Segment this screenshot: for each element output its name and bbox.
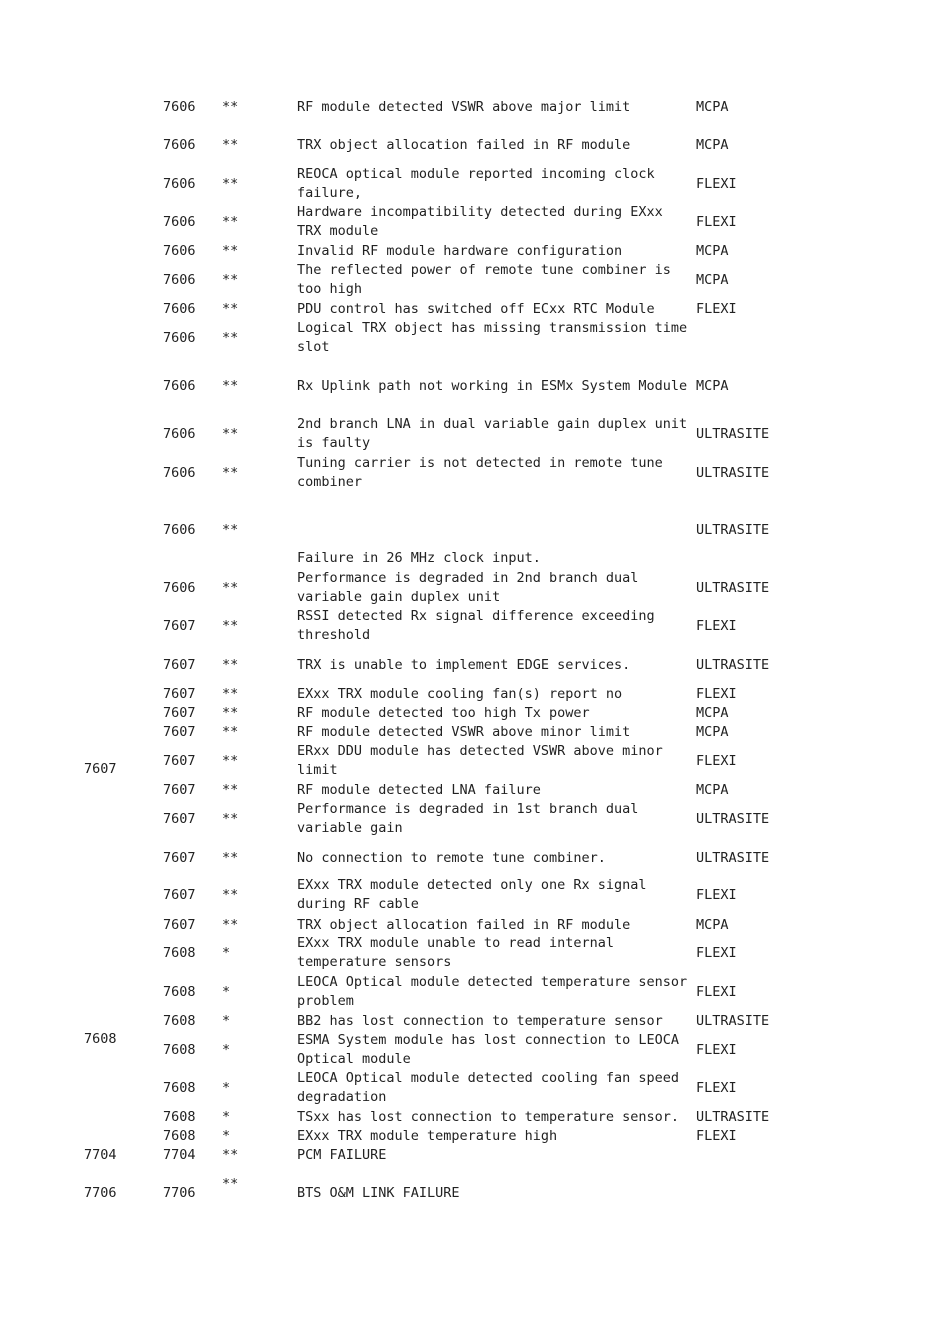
equipment-type: MCPA [696, 272, 729, 288]
equipment-type: FLEXI [696, 945, 737, 961]
equipment-type: FLEXI [696, 301, 737, 317]
severity: ** [222, 522, 239, 538]
alarm-description: BTS O&M LINK FAILURE [297, 1185, 460, 1201]
equipment-type: ULTRASITE [696, 465, 770, 481]
severity: ** [222, 301, 239, 317]
alarm-description: Tuning carrier is not detected in remote tune combiner [297, 455, 663, 490]
alarm-code: 7607 [163, 850, 196, 866]
alarm-description: RF module detected VSWR above minor limit [297, 724, 631, 740]
alarm-description: Hardware incompatibility detected during EXxx TRX module [297, 204, 663, 239]
equipment-type: ULTRASITE [696, 657, 770, 673]
alarm-code: 7608 [163, 984, 196, 1000]
equipment-type: FLEXI [696, 176, 737, 192]
equipment-type: ULTRASITE [696, 850, 770, 866]
alarm-code: 7704 [163, 1147, 196, 1163]
alarm-description: EXxx TRX module cooling fan(s) report no [297, 686, 623, 702]
alarm-code: 7606 [163, 214, 196, 230]
severity: ** [222, 176, 239, 192]
alarm-code: 7607 [163, 811, 196, 827]
severity: ** [222, 272, 239, 288]
alarm-code: 7706 [163, 1185, 196, 1201]
equipment-type: FLEXI [696, 686, 737, 702]
severity: ** [222, 330, 239, 346]
severity: ** [222, 782, 239, 798]
alarm-description: ERxx DDU module has detected VSWR above minor limit [297, 743, 663, 778]
severity: ** [222, 686, 239, 702]
severity: ** [222, 657, 239, 673]
alarm-description: TSxx has lost connection to temperature sensor. [297, 1109, 680, 1125]
alarm-description: RF module detected too high Tx power [297, 705, 590, 721]
severity: * [222, 1013, 231, 1029]
alarm-description: Logical TRX object has missing transmission time slot [297, 320, 688, 355]
equipment-type: ULTRASITE [696, 811, 770, 827]
alarm-code: 7607 [163, 917, 196, 933]
severity: ** [222, 137, 239, 153]
alarm-code: 7607 [163, 753, 196, 769]
alarm-description: LEOCA Optical module detected cooling fan speed degradation [297, 1070, 680, 1105]
severity: * [222, 984, 231, 1000]
equipment-type: ULTRASITE [696, 1013, 770, 1029]
alarm-description: RSSI detected Rx signal difference exceeding threshold [297, 608, 655, 643]
alarm-description: TRX object allocation failed in RF module [297, 917, 631, 933]
severity: * [222, 1042, 231, 1058]
equipment-type: FLEXI [696, 984, 737, 1000]
equipment-type: MCPA [696, 378, 729, 394]
alarm-code: 7606 [163, 465, 196, 481]
alarm-code: 7607 [163, 657, 196, 673]
alarm-code: 7606 [163, 301, 196, 317]
alarm-description: EXxx TRX module detected only one Rx signal during RF cable [297, 877, 647, 912]
alarm-description: RF module detected VSWR above major limit [297, 99, 631, 115]
alarm-code: 7608 [163, 1013, 196, 1029]
equipment-type: MCPA [696, 137, 729, 153]
severity: ** [222, 1147, 239, 1163]
equipment-type: FLEXI [696, 214, 737, 230]
alarm-code: 7606 [163, 99, 196, 115]
severity: ** [222, 850, 239, 866]
alarm-description: PCM FAILURE [297, 1147, 387, 1163]
alarm-code: 7606 [163, 176, 196, 192]
alarm-code: 7608 [163, 1128, 196, 1144]
alarm-description: Failure in 26 MHz clock input. [297, 550, 541, 566]
alarm-description: Invalid RF module hardware configuration [297, 243, 623, 259]
alarm-description: 2nd branch LNA in dual variable gain duplex unit is faulty [297, 416, 688, 451]
severity: ** [222, 887, 239, 903]
equipment-type: MCPA [696, 917, 729, 933]
equipment-type: FLEXI [696, 1080, 737, 1096]
alarm-description: Rx Uplink path not working in ESMx System Module [297, 378, 688, 394]
alarm-description: BB2 has lost connection to temperature sensor [297, 1013, 663, 1029]
alarm-code: 7607 [163, 686, 196, 702]
equipment-type: FLEXI [696, 753, 737, 769]
equipment-type: ULTRASITE [696, 1109, 770, 1125]
severity: ** [222, 465, 239, 481]
severity: ** [222, 426, 239, 442]
alarm-code: 7606 [163, 426, 196, 442]
severity: * [222, 945, 231, 961]
severity: ** [222, 214, 239, 230]
alarm-code: 7608 [163, 945, 196, 961]
severity: ** [222, 378, 239, 394]
group-code: 7608 [84, 1031, 117, 1047]
equipment-type: FLEXI [696, 1128, 737, 1144]
alarm-code: 7606 [163, 522, 196, 538]
severity: ** [222, 724, 239, 740]
alarm-description: REOCA optical module reported incoming clock failure, [297, 166, 655, 201]
severity: ** [222, 1176, 239, 1192]
equipment-type: ULTRASITE [696, 580, 770, 596]
severity: ** [222, 811, 239, 827]
severity: ** [222, 618, 239, 634]
group-code: 7607 [84, 761, 117, 777]
alarm-code: 7607 [163, 618, 196, 634]
equipment-type: FLEXI [696, 618, 737, 634]
equipment-type: MCPA [696, 782, 729, 798]
equipment-type: FLEXI [696, 887, 737, 903]
alarm-code: 7606 [163, 272, 196, 288]
equipment-type: ULTRASITE [696, 426, 770, 442]
alarm-description: EXxx TRX module unable to read internal temperature sensors [297, 935, 614, 970]
alarm-description: LEOCA Optical module detected temperature sensor problem [297, 974, 688, 1009]
alarm-description: PDU control has switched off ECxx RTC Module [297, 301, 655, 317]
group-code: 7706 [84, 1185, 117, 1201]
alarm-description: Performance is degraded in 1st branch dual variable gain [297, 801, 639, 836]
alarm-code: 7608 [163, 1042, 196, 1058]
alarm-code: 7607 [163, 782, 196, 798]
equipment-type: MCPA [696, 99, 729, 115]
severity: ** [222, 99, 239, 115]
alarm-code: 7608 [163, 1109, 196, 1125]
alarm-code: 7607 [163, 724, 196, 740]
alarm-description: EXxx TRX module temperature high [297, 1128, 558, 1144]
equipment-type: MCPA [696, 243, 729, 259]
alarm-code: 7606 [163, 243, 196, 259]
alarm-description: No connection to remote tune combiner. [297, 850, 606, 866]
severity: ** [222, 753, 239, 769]
alarm-code: 7606 [163, 330, 196, 346]
alarm-description: Performance is degraded in 2nd branch dual variable gain duplex unit [297, 570, 639, 605]
severity: * [222, 1080, 231, 1096]
severity: * [222, 1128, 231, 1144]
group-code: 7704 [84, 1147, 117, 1163]
severity: * [222, 1109, 231, 1125]
severity: ** [222, 917, 239, 933]
equipment-type: FLEXI [696, 1042, 737, 1058]
alarm-code: 7606 [163, 137, 196, 153]
equipment-type: MCPA [696, 724, 729, 740]
alarm-description: TRX object allocation failed in RF module [297, 137, 631, 153]
alarm-code: 7606 [163, 580, 196, 596]
severity: ** [222, 243, 239, 259]
alarm-code: 7606 [163, 378, 196, 394]
alarm-description: RF module detected LNA failure [297, 782, 541, 798]
alarm-code: 7607 [163, 705, 196, 721]
alarm-description: TRX is unable to implement EDGE services. [297, 657, 631, 673]
alarm-code: 7607 [163, 887, 196, 903]
alarm-code: 7608 [163, 1080, 196, 1096]
alarm-description: The reflected power of remote tune combiner is too high [297, 262, 671, 297]
severity: ** [222, 705, 239, 721]
equipment-type: MCPA [696, 705, 729, 721]
alarm-description: ESMA System module has lost connection to LEOCA Optical module [297, 1032, 680, 1067]
equipment-type: ULTRASITE [696, 522, 770, 538]
severity: ** [222, 580, 239, 596]
